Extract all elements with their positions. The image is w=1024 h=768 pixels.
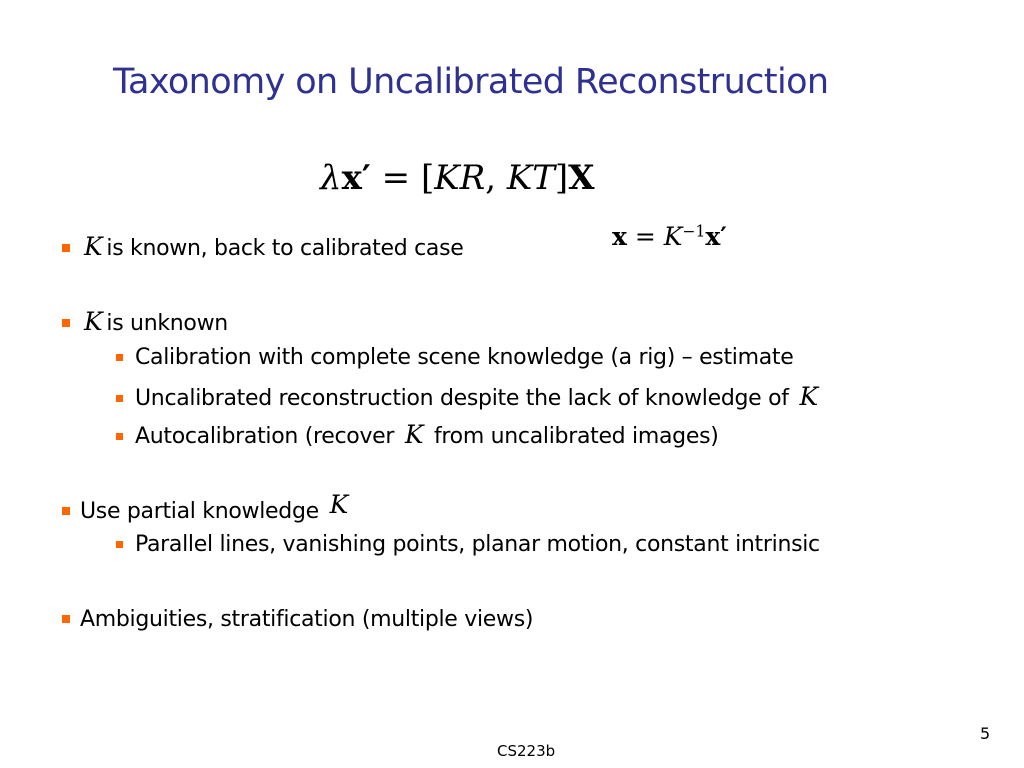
bullet-marker [116, 354, 123, 361]
eq-world-point: X [568, 158, 595, 198]
eq-kt: KT [506, 158, 555, 198]
k-symbol: K [329, 490, 348, 519]
bullet-marker [116, 433, 123, 440]
eq-comma: , [485, 158, 497, 198]
sub-bullet-rig [116, 345, 793, 370]
bullet-ambiguities [62, 607, 533, 632]
side-eq-exponent: −1 [682, 222, 706, 241]
bullet-k-known [62, 232, 463, 261]
calibrated-equation [612, 222, 727, 251]
bullet-marker [116, 541, 123, 548]
bullet-marker [62, 615, 70, 623]
bullet-k-unknown [62, 307, 228, 336]
bullet-text-before: Autocalibration (recover [135, 424, 395, 449]
bullet-text-after: from uncalibrated images) [433, 424, 719, 449]
bullet-text: is known, back to calibrated case [106, 236, 464, 261]
bullet-marker [116, 395, 123, 402]
eq-open-bracket: [ [420, 158, 435, 198]
side-eq-x: x [612, 222, 627, 251]
k-symbol: K [84, 307, 103, 336]
k-symbol: K [84, 232, 103, 261]
k-symbol: K [404, 420, 424, 449]
k-symbol: K [799, 382, 818, 411]
eq-close-bracket: ] [554, 158, 569, 198]
eq-x-prime: x′ [341, 158, 371, 198]
bullet-marker [62, 319, 70, 327]
bullet-text: Uncalibrated reconstruction despite the lack of knowledge of [135, 386, 789, 411]
bullet-text: is unknown [106, 311, 228, 336]
bullet-partial-knowledge [62, 490, 352, 524]
bullet-text: Parallel lines, vanishing points, planar motion, constant intrinsic [135, 532, 820, 557]
side-eq-equals: = [634, 222, 656, 251]
bullet-text: Calibration with complete scene knowledge (a rig) – estimate [135, 345, 794, 370]
sub-bullet-uncalibrated [116, 382, 822, 411]
sub-bullet-autocalibration [116, 420, 719, 449]
projection-equation [320, 158, 595, 198]
eq-equals: = [381, 158, 411, 198]
side-eq-x-prime: x′ [705, 222, 727, 251]
bullet-marker [62, 244, 70, 252]
sub-bullet-parallel-lines [116, 532, 820, 557]
bullet-marker [62, 507, 70, 515]
bullet-text: Ambiguities, stratification (multiple views) [80, 607, 534, 632]
side-eq-k: K [663, 222, 683, 251]
eq-kr: KR [434, 158, 486, 198]
slide-title: Taxonomy on Uncalibrated Reconstruction [113, 62, 829, 102]
page-number: 5 [980, 724, 991, 743]
eq-lambda: λ [320, 158, 342, 198]
bullet-text: Use partial knowledge [80, 499, 319, 524]
slide-footer: CS223b [497, 742, 556, 760]
